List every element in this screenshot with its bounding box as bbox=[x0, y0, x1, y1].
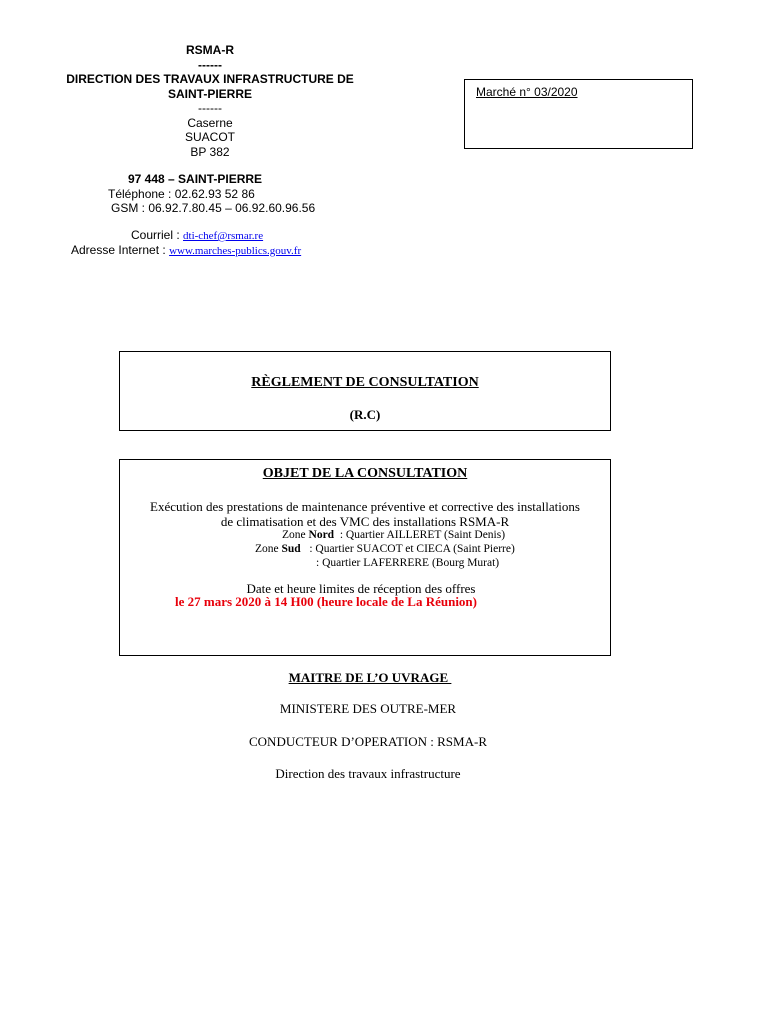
rc-title-box bbox=[119, 351, 611, 431]
ministry-line: MINISTERE DES OUTRE-MER bbox=[279, 701, 457, 716]
org-name: RSMA-R bbox=[186, 43, 234, 57]
phone-line: Téléphone : 02.62.93 52 86 bbox=[108, 187, 255, 201]
description-line: de climatisation et des VMC des installations RSMA-R bbox=[220, 513, 510, 529]
zone-name: Sud bbox=[281, 543, 301, 555]
website-link[interactable]: www.marches-publics.gouv.fr bbox=[169, 245, 302, 257]
direction-line-1: DIRECTION DES TRAVAUX INFRASTRUCTURE DE bbox=[66, 72, 354, 86]
description-line: Exécution des prestations de maintenance préventive et corrective des installations bbox=[150, 499, 580, 514]
email-label: Courriel : bbox=[131, 228, 184, 242]
email-link[interactable]: dti-chef@rsmar.re bbox=[183, 230, 264, 242]
address-line: SUACOT bbox=[184, 130, 235, 144]
address-line: Caserne bbox=[187, 115, 233, 130]
zone-detail: : Quartier SUACOT et CIECA (Saint Pierre) bbox=[300, 543, 515, 555]
zone-sud-detail-2: : Quartier LAFERRERE (Bourg Murat) bbox=[316, 557, 500, 569]
separator: ------ bbox=[198, 101, 222, 115]
objet-box bbox=[119, 459, 611, 656]
zone-sud bbox=[255, 543, 515, 555]
objet-description bbox=[126, 500, 604, 529]
email-row bbox=[131, 228, 263, 244]
maitre-ouvrage-title: MAITRE DE L’O UVRAGE bbox=[288, 670, 452, 685]
marche-number-box bbox=[464, 79, 693, 149]
direction-line: Direction des travaux infrastructure bbox=[275, 766, 461, 781]
issuer-header bbox=[30, 43, 390, 159]
zone-detail: : Quartier AILLERET (Saint Denis) bbox=[334, 529, 506, 541]
deadline-value: le 27 mars 2020 à 14 H00 (heure locale de La Réunion) bbox=[175, 594, 477, 609]
direction-line-2: SAINT-PIERRE bbox=[167, 86, 252, 101]
separator: ------ bbox=[198, 57, 222, 72]
gsm-line: GSM : 06.92.7.80.45 – 06.92.60.96.56 bbox=[111, 201, 316, 215]
marche-number: Marché n° 03/2020 bbox=[476, 85, 578, 99]
conducteur-line: CONDUCTEUR D’OPERATION : RSMA-R bbox=[249, 734, 487, 749]
deadline-label: Date et heure limites de réception des offres bbox=[246, 581, 476, 596]
zone-nord bbox=[282, 529, 505, 541]
document-subtitle: (R.C) bbox=[349, 407, 381, 422]
website-row bbox=[71, 243, 301, 259]
city-line: 97 448 – SAINT-PIERRE bbox=[128, 172, 263, 186]
address-line: BP 382 bbox=[190, 144, 230, 159]
objet-title: OBJET DE LA CONSULTATION bbox=[262, 466, 468, 481]
zone-prefix: Zone bbox=[255, 543, 282, 555]
zone-prefix: Zone bbox=[282, 529, 309, 541]
document-title: RÈGLEMENT DE CONSULTATION bbox=[251, 375, 479, 390]
website-label: Adresse Internet : bbox=[71, 243, 170, 257]
zone-name: Nord bbox=[308, 529, 335, 541]
